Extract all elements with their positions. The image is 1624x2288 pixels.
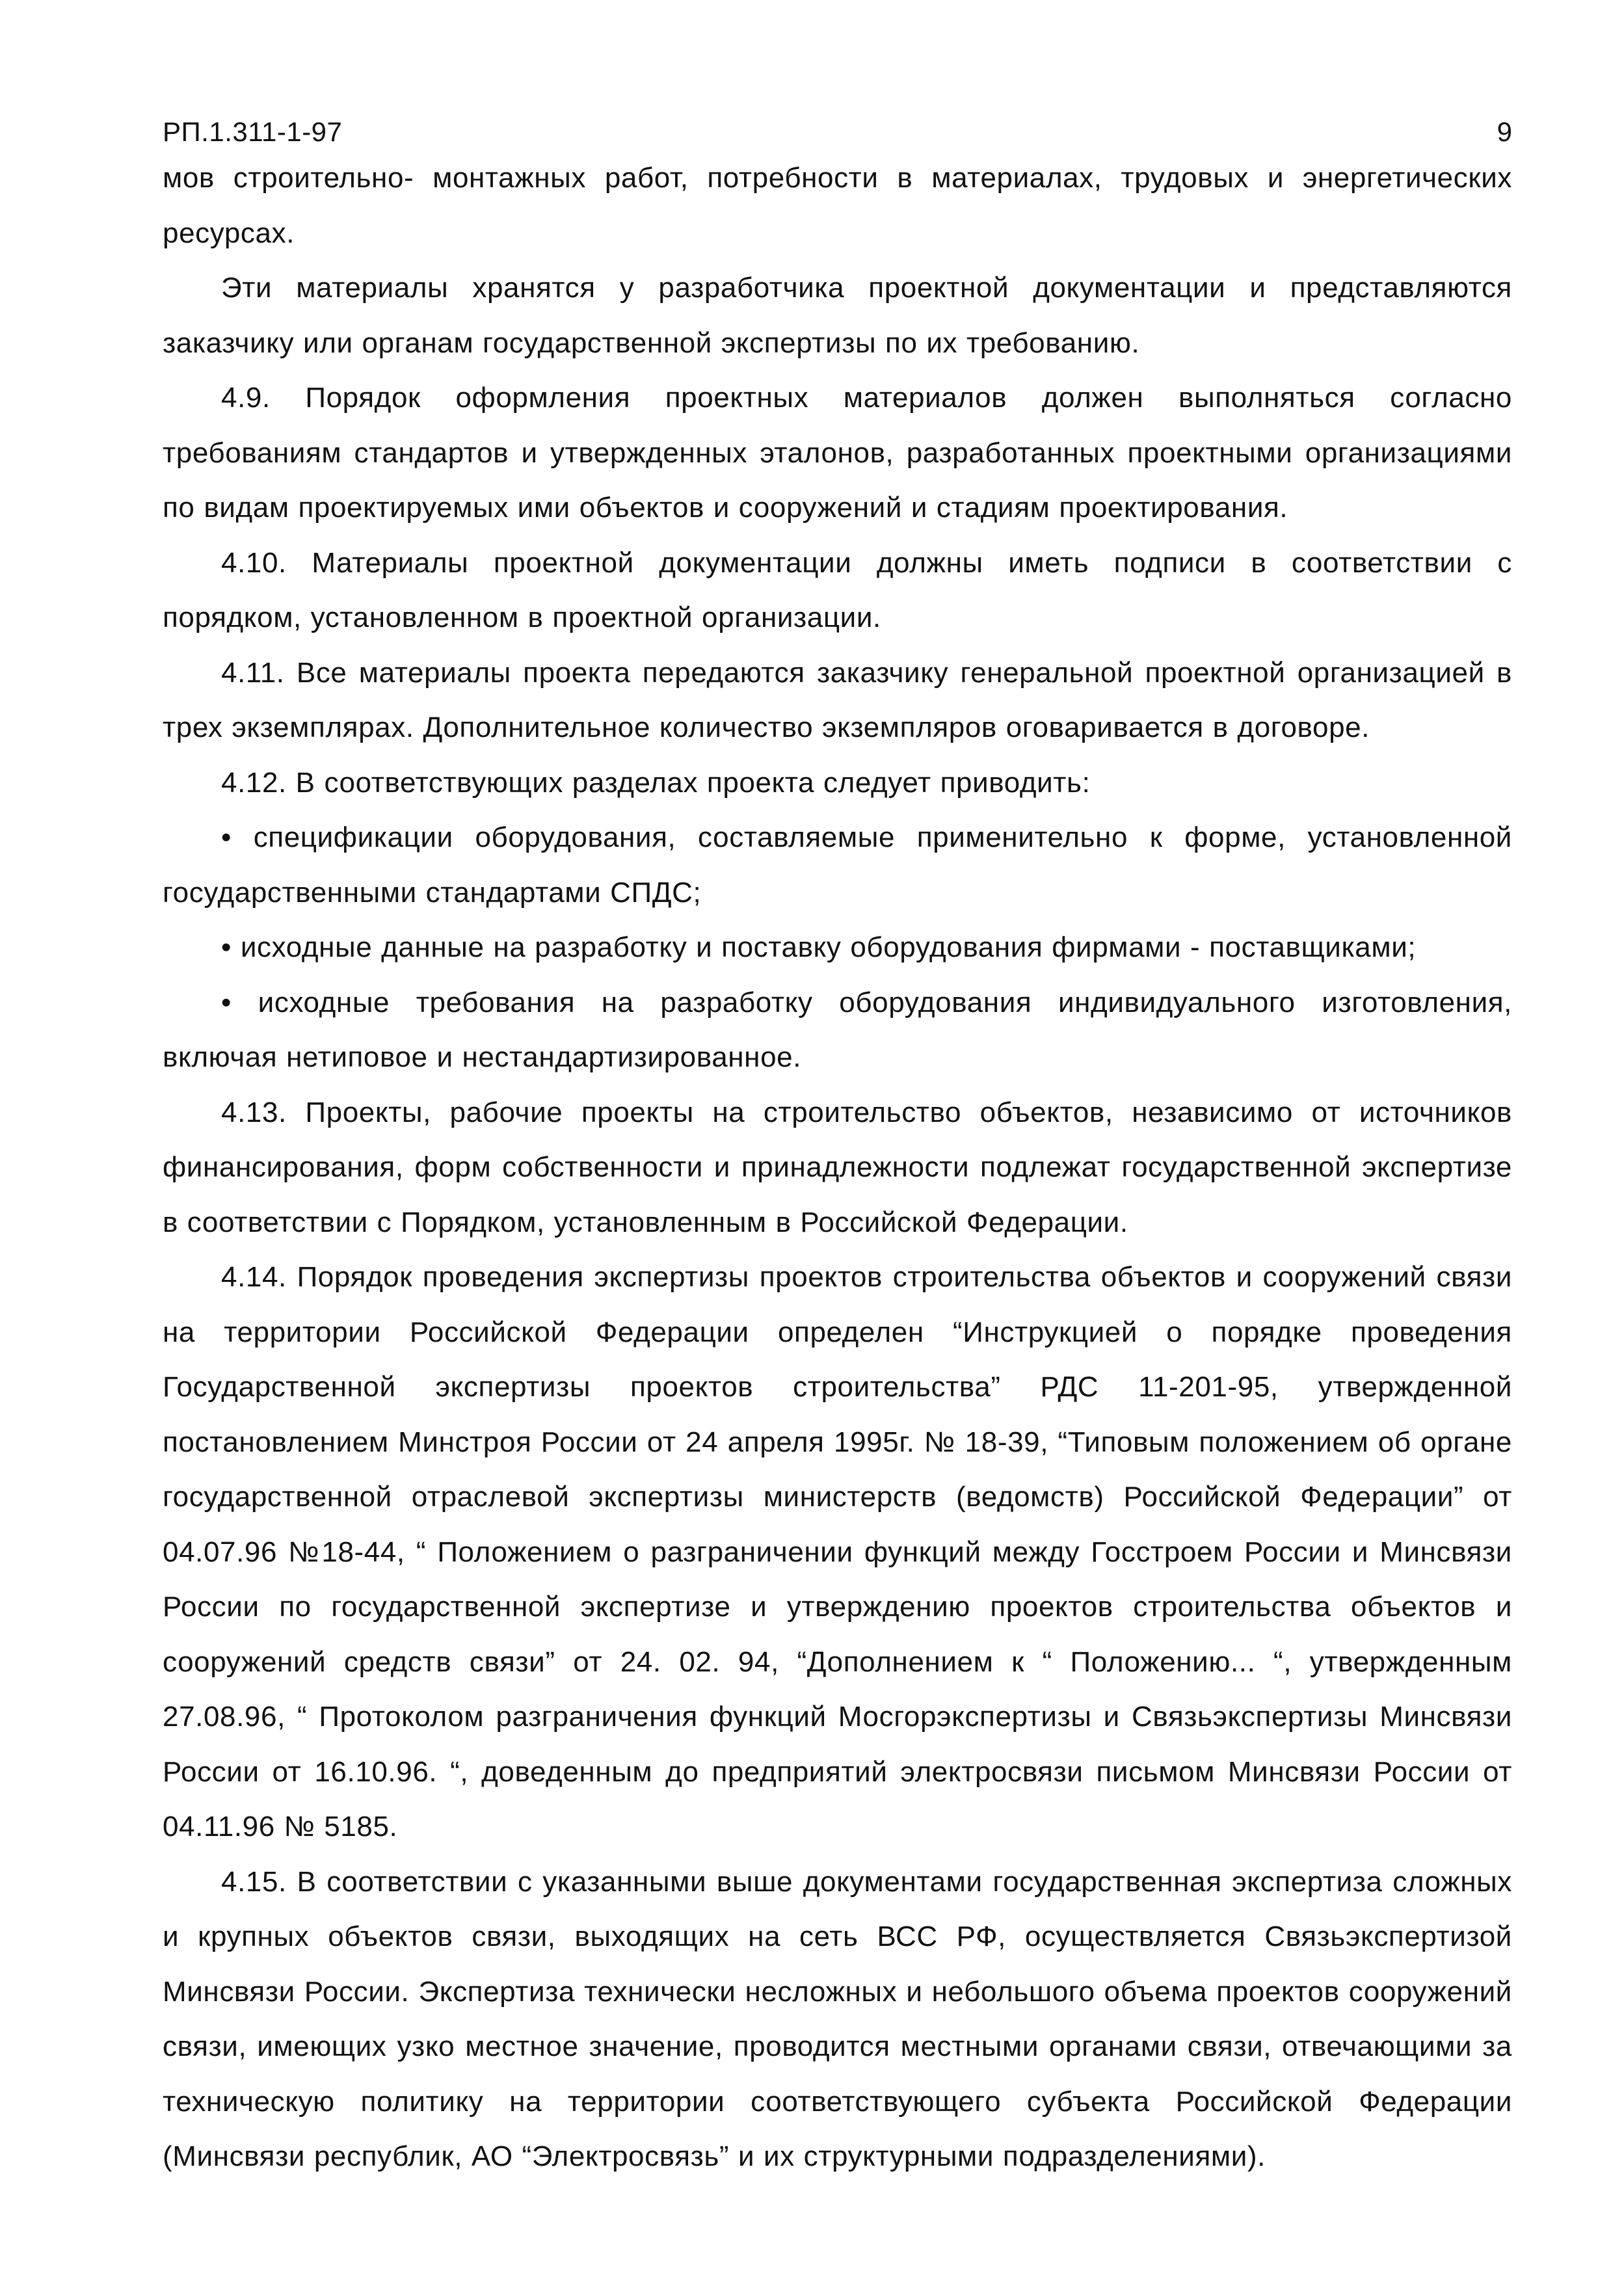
paragraph-continuation: мов строительно- монтажных работ, потребности в материалах, трудовых и энергетических ресурсах. xyxy=(163,162,1512,249)
paragraph-4-15: 4.15. В соответствии с указанными выше документами государственная экспертиза сложных и крупных объектов связи, выходящих на сеть ВСС РФ, осуществляется Связьэкспертизой Минсвязи России. Экспертиза технически несложных и небольшого объема проектов сооружений связи, имеющих узко местное значение, проводится местными органами связи, отвечающими за техническую политику на территории соответствующего субъекта Российской Федерации (Минсвязи республик, АО “Электросвязь” и их структурными подразделениями). xyxy=(163,1865,1512,2172)
paragraph-4-11: 4.11. Все материалы проекта передаются заказчику генеральной проектной организацией в трех экземплярах. Дополнительное количество экземпляров оговаривается в договоре. xyxy=(163,656,1512,743)
document-code: РП.1.311-1-97 xyxy=(163,116,343,147)
paragraph-4-10: 4.10. Материалы проектной документации должны иметь подписи в соответствии с порядком, установленном в проектной организации. xyxy=(163,546,1512,633)
list-item-source-data: • исходные данные на разработку и поставку оборудования фирмами - поставщиками; xyxy=(221,931,1417,963)
paragraph-4-14: 4.14. Порядок проведения экспертизы проектов строительства объектов и сооружений связи на территории Российской Федерации определен “Инструкцией о порядке проведения Государственной экспертизы проектов строительства” РДС 11-201-95, утвержденной постановлением Минстроя России от 24 апреля 1995г. № 18-39, “Типовым положением об органе государственной отраслевой экспертизы министерств (ведомств) Российской Федерации” от 04.07.96 №18-44, “ Положением о разграничении функций между Госстроем России и Минсвязи России по государственной экспертизе и утверждению проектов строительства объектов и сооружений средств связи” от 24. 02. 94, “Дополнением к “ Положению... “, утвержденным 27.08.96, “ Протоколом разграничения функций Мосгорэкспертизы и Связьэкспертизы Минсвязи России от 16.10.96. “, доведенным до предприятий электросвязи письмом Минсвязи России от 04.11.96 № 5185. xyxy=(163,1261,1512,1842)
paragraph-materials-storage: Эти материалы хранятся у разработчика проектной документации и представляются заказчику или органам государственной экспертизы по их требованию. xyxy=(163,272,1512,359)
paragraph-4-12: 4.12. В соответствующих разделах проекта следует приводить: xyxy=(221,766,1091,799)
paragraph-4-13: 4.13. Проекты, рабочие проекты на строительство объектов, независимо от источников финансирования, форм собственности и принадлежности подлежат государственной экспертизе в соответствии с Порядком, установленным в Российской Федерации. xyxy=(163,1096,1512,1238)
body-text xyxy=(163,151,1512,2185)
paragraph-4-9: 4.9. Порядок оформления проектных материалов должен выполняться согласно требованиям стандартов и утвержденных эталонов, разработанных проектными организациями по видам проектируемых ими объектов и сооружений и стадиям проектирования. xyxy=(163,382,1512,524)
list-item-custom-equipment: • исходные требования на разработку оборудования индивидуального изготовления, включая нетиповое и нестандартизированное. xyxy=(163,986,1512,1073)
page-number: 9 xyxy=(1497,116,1512,147)
list-item-equipment-specs: • спецификации оборудования, составляемые применительно к форме, установленной государственными стандартами СПДС; xyxy=(163,821,1512,909)
